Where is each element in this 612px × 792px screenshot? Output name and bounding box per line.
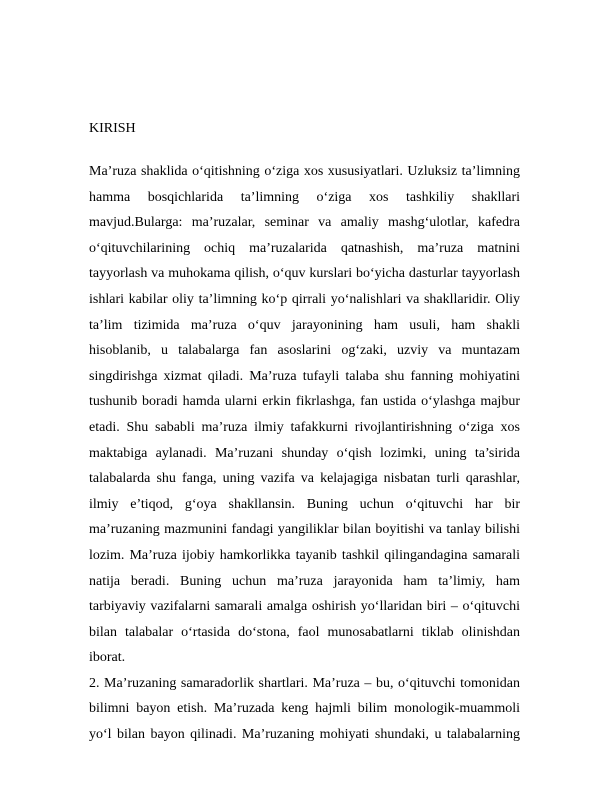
text-line: tayyorlash va muhokama qilish, o‘quv kurslari bo‘yicha dasturlar tayyorlash [89, 266, 520, 282]
text-line: Ma’ruza shaklida o‘qitishning o‘ziga xos xususiyatlari. Uzluksiz ta’limning [89, 164, 520, 179]
text-line: ta’lim tizimida ma’ruza o‘quv jarayonining ham usuli, ham shakli [89, 317, 520, 333]
text-line: tushunib boradi hamda ularni erkin fikrlashga, fan ustida o‘ylashga majbur [89, 394, 520, 410]
text-line: talabalarda shu fanga, uning vazifa va kelajagiga nisbatan turli qarashlar, [89, 471, 520, 487]
text-line: ilmiy e’tiqod, g‘oya shakllansin. Buning uchun o‘qituvchi har bir [89, 496, 520, 512]
text-line: bilimni bayon etish. Ma’ruzada keng hajmli bilim monologik-muammoli [89, 701, 520, 717]
text-line: ishlari kabilar oliy ta’limning ko‘p qirrali yo‘nalishlari va shakllaridir. Oliy [89, 291, 520, 307]
text-line: iborat. [89, 650, 126, 666]
text-line: mavjud.Bularga: ma’ruzalar, seminar va amaliy mashg‘ulotlar, kafedra [89, 215, 520, 231]
text-line: etadi. Shu sababli ma’ruza ilmiy tafakkurni rivojlantirishning o‘ziga xos [89, 419, 520, 435]
text-line: bilan talabalar o‘rtasida do‘stona, faol munosabatlarni tiklab olinishdan [89, 624, 520, 640]
text-line: 2. Ma’ruzaning samaradorlik shartlari. Ma’ruza – bu, o‘qituvchi tomonidan [89, 675, 520, 691]
text-line: singdirishga xizmat qiladi. Ma’ruza tufayli talaba shu fanning mohiyatini [89, 368, 520, 384]
text-line: yo‘l bilan bayon qilinadi. Ma’ruzaning mohiyati shundaki, u talabalarning [89, 727, 520, 743]
text-line: lozim. Ma’ruza ijobiy hamkorlikka tayanib tashkil qilingandagina samarali [89, 547, 520, 563]
text-line: natija beradi. Buning uchun ma’ruza jarayonida ham ta’limiy, ham [89, 573, 520, 589]
text-line: maktabiga aylanadi. Ma’ruzani shunday o‘qish lozimki, uning ta’sirida [89, 445, 520, 461]
document-heading: KIRISH [89, 121, 136, 136]
text-line: tarbiyaviy vazifalarni samarali amalga oshirish yo‘llaridan biri – o‘qituvchi [89, 599, 520, 615]
text-line: o‘qituvchilarining ochiq ma’ruzalarida qatnashish, ma’ruza matnini [89, 240, 520, 256]
document-body [89, 159, 520, 748]
text-line: hamma bosqichlarida ta’limning o‘ziga xos tashkiliy shakllari [89, 189, 520, 205]
text-line: hisoblanib, u talabalarga fan asoslarini og‘zaki, uzviy va muntazam [89, 343, 520, 359]
text-line: ma’ruzaning mazmunini fandagi yangiliklar bilan boyitishi va tanlay bilishi [89, 522, 520, 538]
